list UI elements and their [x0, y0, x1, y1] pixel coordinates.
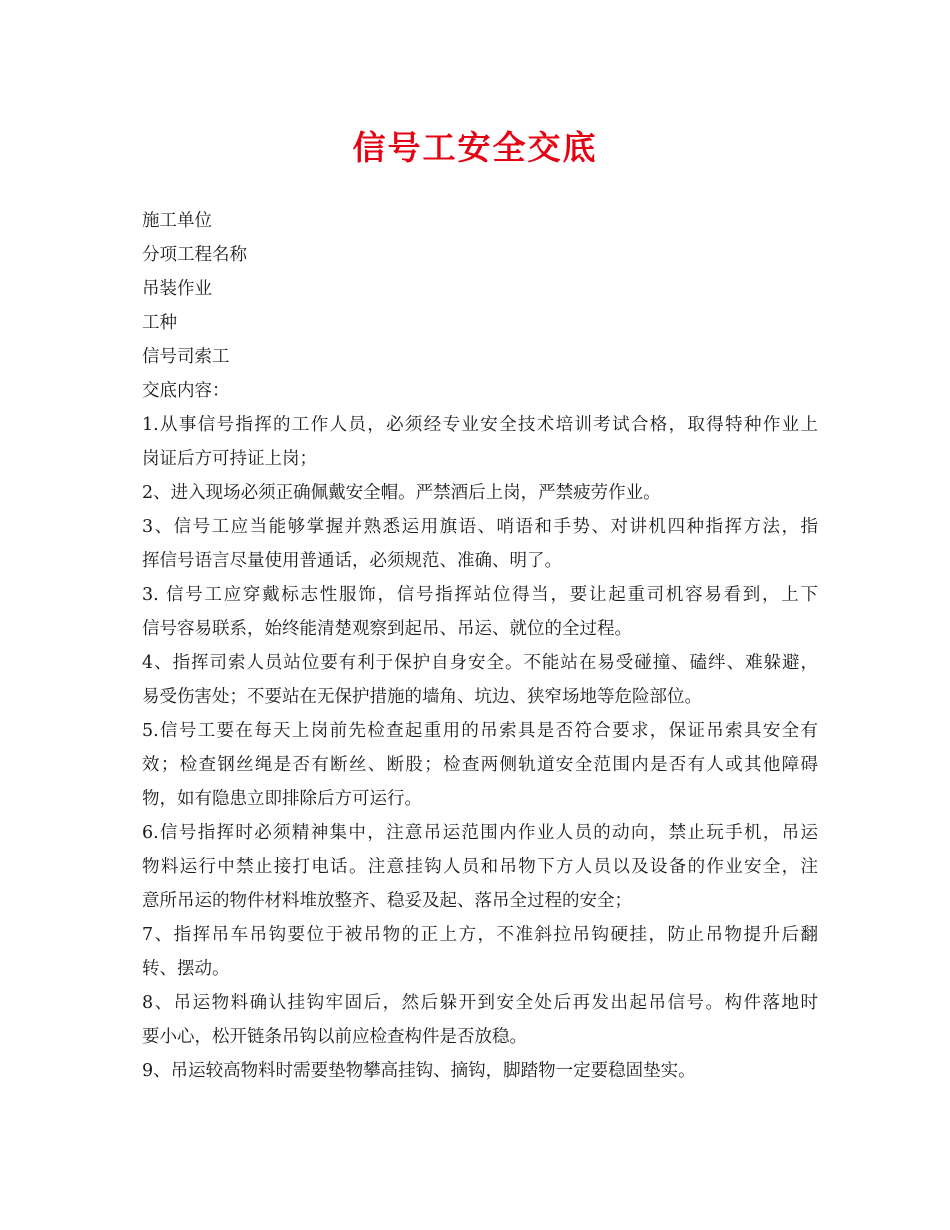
- paragraph-8: [142, 918, 818, 986]
- paragraph-line: 5.信号工要在每天上岗前先检查起重用的吊索具是否符合要求，保证吊索具安全有: [142, 721, 818, 741]
- paragraph-line: 意所吊运的物件材料堆放整齐、稳妥及起、落吊全过程的安全；: [142, 891, 632, 911]
- field-trade-value: 信号司索工: [142, 347, 230, 367]
- paragraph-4: [142, 578, 818, 646]
- paragraph-7: [142, 816, 818, 918]
- paragraph-1: [142, 408, 818, 476]
- paragraph-3: [142, 510, 818, 578]
- paragraph-line: 转、摆动。: [142, 959, 230, 979]
- paragraph-line: 1.从事信号指挥的工作人员，必须经专业安全技术培训考试合格，取得特种作业上: [142, 415, 818, 435]
- paragraph-line: 3、信号工应当能够掌握并熟悉运用旗语、哨语和手势、对讲机四种指挥方法，指: [142, 517, 818, 537]
- paragraph-line: 3. 信号工应穿戴标志性服饰，信号指挥站位得当，要让起重司机容易看到，上下: [142, 585, 818, 605]
- field-subproject-name: 分项工程名称: [142, 245, 247, 265]
- paragraph-2: [142, 476, 818, 510]
- paragraph-line: 9、吊运较高物料时需要垫物攀高挂钩、摘钩，脚踏物一定要稳固垫实。: [142, 1061, 696, 1081]
- paragraph-line: 物料运行中禁止接打电话。注意挂钩人员和吊物下方人员以及设备的作业安全，注: [142, 857, 818, 877]
- paragraph-line: 效；检查钢丝绳是否有断丝、断股；检查两侧轨道安全范围内是否有人或其他障碍: [142, 755, 818, 775]
- paragraph-line: 挥信号语言尽量使用普通话，必须规范、准确、明了。: [142, 551, 562, 571]
- paragraph-line: 7、指挥吊车吊钩要位于被吊物的正上方，不准斜拉吊钩硬挂，防止吊物提升后翻: [142, 925, 818, 945]
- paragraph-line: 6.信号指挥时必须精神集中，注意吊运范围内作业人员的动向，禁止玩手机，吊运: [142, 823, 818, 843]
- paragraph-5: [142, 646, 818, 714]
- document-title: 信号工安全交底: [352, 128, 598, 167]
- paragraph-line: 8、吊运物料确认挂钩牢固后，然后躲开到安全处后再发出起吊信号。构件落地时: [142, 993, 818, 1013]
- paragraph-line: 岗证后方可持证上岗；: [142, 449, 317, 469]
- document-body: [142, 204, 818, 1088]
- paragraph-line: 物，如有隐患立即排除后方可运行。: [142, 789, 422, 809]
- field-trade: 工种: [142, 313, 177, 333]
- paragraph-line: 信号容易联系，始终能清楚观察到起吊、吊运、就位的全过程。: [142, 619, 632, 639]
- field-subproject-value: 吊装作业: [142, 279, 212, 299]
- paragraph-line: 要小心，松开链条吊钩以前应检查构件是否放稳。: [142, 1027, 527, 1047]
- paragraph-line: 易受伤害处；不要站在无保护措施的墙角、坑边、狭窄场地等危险部位。: [142, 687, 702, 707]
- field-content-heading: 交底内容：: [142, 381, 230, 401]
- paragraph-10: [142, 1054, 818, 1088]
- paragraph-line: 2、进入现场必须正确佩戴安全帽。严禁酒后上岗，严禁疲劳作业。: [142, 483, 661, 503]
- paragraph-9: [142, 986, 818, 1054]
- field-construction-unit: 施工单位: [142, 211, 212, 231]
- paragraph-6: [142, 714, 818, 816]
- paragraph-line: 4、指挥司索人员站位要有利于保护自身安全。不能站在易受碰撞、磕绊、难躲避，: [142, 653, 818, 673]
